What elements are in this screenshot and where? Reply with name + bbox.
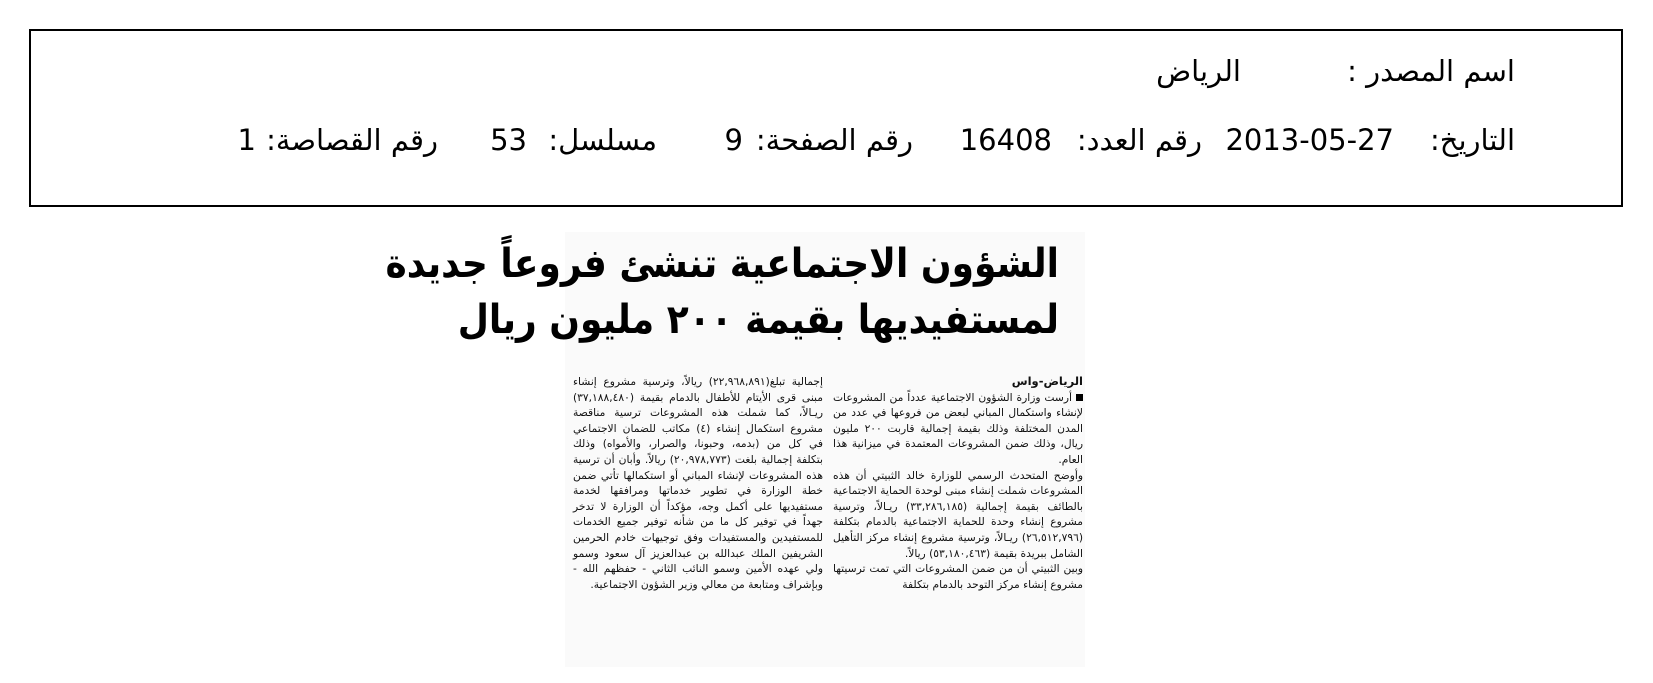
bullet-square-icon — [1076, 394, 1083, 401]
clip-value: 1 — [237, 123, 256, 157]
paragraph-text: أرست وزارة الشؤون الاجتماعية عدداً من المشروعات لإنشاء واستكمال المباني لبعض من فروعها في عدد من المدن المختلفة وذلك بقيمة إجمالية قاربت ٢٠٠ مليون ريال، وذلك ضمن المشروعات المعتمدة في ميزانية هذا العام. — [833, 390, 1083, 466]
headline-line-2: لمستفيديها بقيمة ٢٠٠ مليون ريال — [457, 297, 1059, 343]
serial-label: مسلسل: — [548, 123, 657, 157]
headline-line-1: الشؤون الاجتماعية تنشئ فروعاً جديدة — [385, 241, 1059, 287]
clip-label: رقم القصاصة: — [266, 123, 438, 157]
issue-value: 16408 — [959, 123, 1052, 157]
page-value: 9 — [724, 123, 743, 157]
date-label: التاريخ: — [1429, 123, 1515, 157]
dateline: الرياض-واس — [1011, 374, 1083, 388]
clipping-header-box — [29, 29, 1623, 207]
issue-label: رقم العدد: — [1076, 123, 1202, 157]
page-label: رقم الصفحة: — [755, 123, 913, 157]
paragraph — [833, 390, 1083, 468]
date-value: 2013-05-27 — [1225, 123, 1394, 157]
article-column-right — [833, 374, 1083, 592]
source-label: اسم المصدر : — [1347, 54, 1515, 88]
paragraph: وأوضح المتحدث الرسمي للوزارة خالد الثبيتي أن هذه المشروعات شملت إنشاء مبنى لوحدة الحماية الاجتماعية بالطائف بقيمة إجمالية (٣٣,٢٨٦,١٨٥) ريـالاً، وترسية مشروع إنشاء وحدة للحماية الاجتماعية بالدمام بتكلفة (٢٦,٥١٢,٧٩٦) ريـالاً، وترسية مشروع إنشاء مركز التأهيل الشامل ببريدة بقيمة (٥٣,١٨٠,٤٦٣) ريالاً. — [833, 468, 1083, 560]
newspaper-clipping — [385, 232, 1085, 667]
article-column-left — [573, 374, 823, 592]
paragraph: وبين الثبيتي أن من ضمن المشروعات التي تمت ترسيتها مشروع إنشاء مركز التوحد بالدمام بتكلفة — [833, 562, 1083, 591]
paragraph: إجمالية تبلغ(٢٢,٩٦٨,٨٩١) ريالاً، وترسية مشروع إنشاء مبنى قرى الأيتام للأطفال بالدمام بقيمة (٣٧,١٨٨,٤٨٠) ريـالاً، كما شملت هذه المشروعات ترسية مناقصة مشروع استكمال إنشاء (٤) مكاتب للضمان الاجتماعي في كل من (بدمه، وحبونا، والصرار، والأمواه) وذلك بتكلفة إجمالية بلغت (٢٠,٩٧٨,٧٧٣) ريالاً. وأبان أن ترسية هذه المشروعات لإنشاء المباني أو استكمالها تأتي ضمن خطة الوزارة في تطوير خدماتها ومرافقها لخدمة مستفيديها على أكمل وجه، مؤكداً أن الوزارة لا تدخر جهداً في توفير كل ما من شأنه توفير جميع الخدمات للمستفيدين والمستفيدات وفق توجيهات خادم الحرمين الشريفين الملك عبدالله بن عبدالعزيز آل سعود وسمو ولي عهده الأمين وسمو النائب الثاني - حفظهم الله - وبإشراف ومتابعة من معالي وزير الشؤون الاجتماعية. — [573, 375, 824, 591]
serial-value: 53 — [490, 123, 527, 157]
source-value: الرياض — [1156, 54, 1241, 88]
